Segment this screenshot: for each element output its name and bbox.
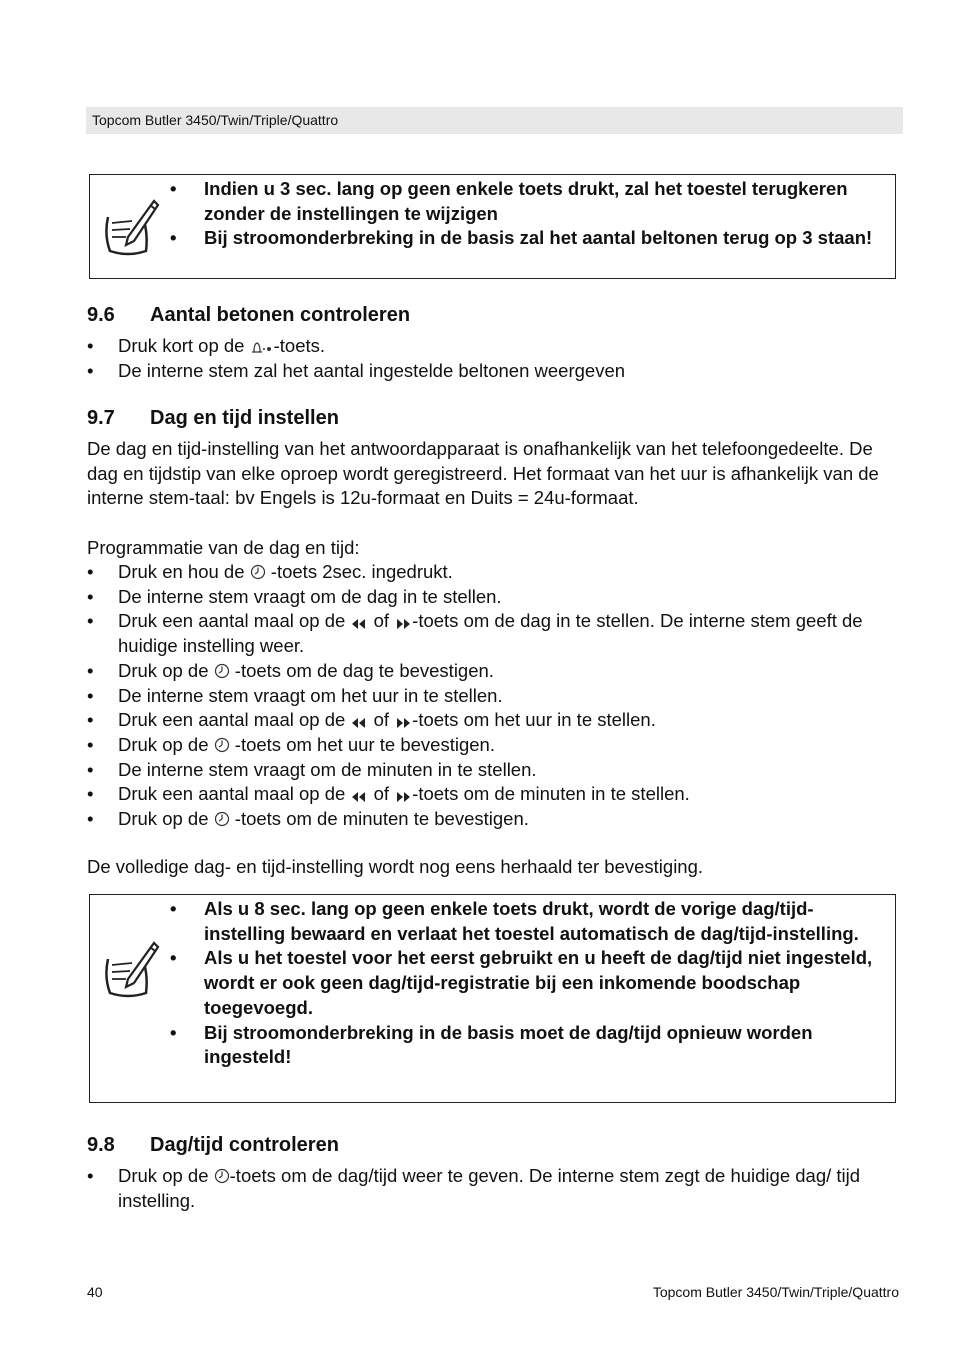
- fast-forward-icon: [394, 617, 412, 629]
- clock-icon: [214, 737, 230, 753]
- footer-title: Topcom Butler 3450/Twin/Triple/Quattro: [652, 1284, 899, 1300]
- clock-icon: [214, 1168, 230, 1184]
- closing-paragraph: De volledige dag- en tijd-instelling wordt nog eens herhaald ter bevestiging.: [87, 856, 704, 877]
- list-item: • Druk een aantal maal op de of -toets om de dag in te stellen. De interne stem geeft de huidige instelling weer.: [87, 610, 863, 657]
- note-item: • Indien u 3 sec. lang op geen enkele toets drukt, zal het toestel terugkeren zonder de instellingen te wijzigen: [170, 178, 848, 224]
- list-item: • Druk op de -toets om het uur te bevestigen.: [87, 733, 495, 755]
- list-item: • Druk kort op de -toets.: [87, 335, 326, 356]
- bullet-list-9-6: [87, 334, 899, 383]
- page-number: 40: [87, 1284, 103, 1300]
- list-item: • Druk op de -toets om de minuten te bevestigen.: [87, 808, 529, 830]
- note-item: • Bij stroomonderbreking in de basis zal het aantal beltonen terug op 3 staan!: [170, 227, 873, 249]
- note-pencil-icon: [98, 195, 160, 261]
- clock-icon: [214, 663, 230, 679]
- list-item: • Druk op de -toets om de dag/tijd weer te geven. De interne stem zegt de huidige dag/ tijd instelling.: [87, 1165, 861, 1211]
- section-heading-9-6: 9.6 Aantal betonen controleren: [87, 304, 411, 326]
- list-item: • De interne stem vraagt om het uur in te stellen.: [87, 684, 503, 706]
- bullet-list-9-8: [87, 1164, 899, 1213]
- note-item: • Als u het toestel voor het eerst gebruikt en u heeft de dag/tijd niet ingesteld, wordt er ook geen dag/tijd-registratie bij een inkomende boodschap toegevoegd.: [170, 947, 873, 1018]
- intro-paragraph: De dag en tijd-instelling van het antwoordapparaat is onafhankelijk van het telefoongedeelte. De dag en tijdstip van elke oproep wordt geregistreerd. Het formaat van het uur is afhankelijk van de interne stem-taal: bv Engels is 12u-formaat en Duits = 24u-formaat.: [87, 438, 879, 509]
- intercom-bell-icon: [250, 340, 274, 354]
- header-title: Topcom Butler 3450/Twin/Triple/Quattro: [92, 112, 339, 128]
- note-box-1: [89, 174, 896, 279]
- note-list: [170, 177, 873, 251]
- list-item: • De interne stem vraagt om de minuten in te stellen.: [87, 758, 537, 780]
- clock-icon: [214, 811, 230, 827]
- clock-icon: [250, 564, 266, 580]
- list-item: • De interne stem vraagt om de dag in te stellen.: [87, 585, 502, 607]
- note-pencil-icon: [98, 937, 160, 1003]
- fast-forward-icon: [394, 716, 412, 728]
- section-heading-9-7: 9.7 Dag en tijd instellen: [87, 407, 339, 429]
- programming-label: Programmatie van de dag en tijd:: [87, 537, 360, 558]
- section-heading-9-8: 9.8 Dag/tijd controleren: [87, 1134, 339, 1156]
- rewind-icon: [350, 617, 368, 629]
- list-item: • Druk op de -toets om de dag te bevestigen.: [87, 659, 494, 681]
- list-item: • Druk een aantal maal op de of -toets om de minuten in te stellen.: [87, 783, 690, 805]
- running-header: [86, 107, 903, 134]
- list-item: • Druk een aantal maal op de of -toets om het uur in te stellen.: [87, 709, 656, 731]
- rewind-icon: [350, 790, 368, 802]
- list-item: • De interne stem zal het aantal ingestelde beltonen weergeven: [87, 359, 626, 381]
- rewind-icon: [350, 716, 368, 728]
- note-item: • Bij stroomonderbreking in de basis moet de dag/tijd opnieuw worden ingesteld!: [170, 1021, 813, 1068]
- note-box-2: [89, 894, 896, 1103]
- bullet-list-9-7: [87, 560, 899, 832]
- note-item: • Als u 8 sec. lang op geen enkele toets drukt, wordt de vorige dag/tijd-instelling bewaard en verlaat het toestel automatisch de dag/tijd-instelling.: [170, 898, 859, 944]
- list-item: • Druk en hou de -toets 2sec. ingedrukt.: [87, 561, 453, 582]
- note-list: [170, 897, 873, 1070]
- fast-forward-icon: [394, 790, 412, 802]
